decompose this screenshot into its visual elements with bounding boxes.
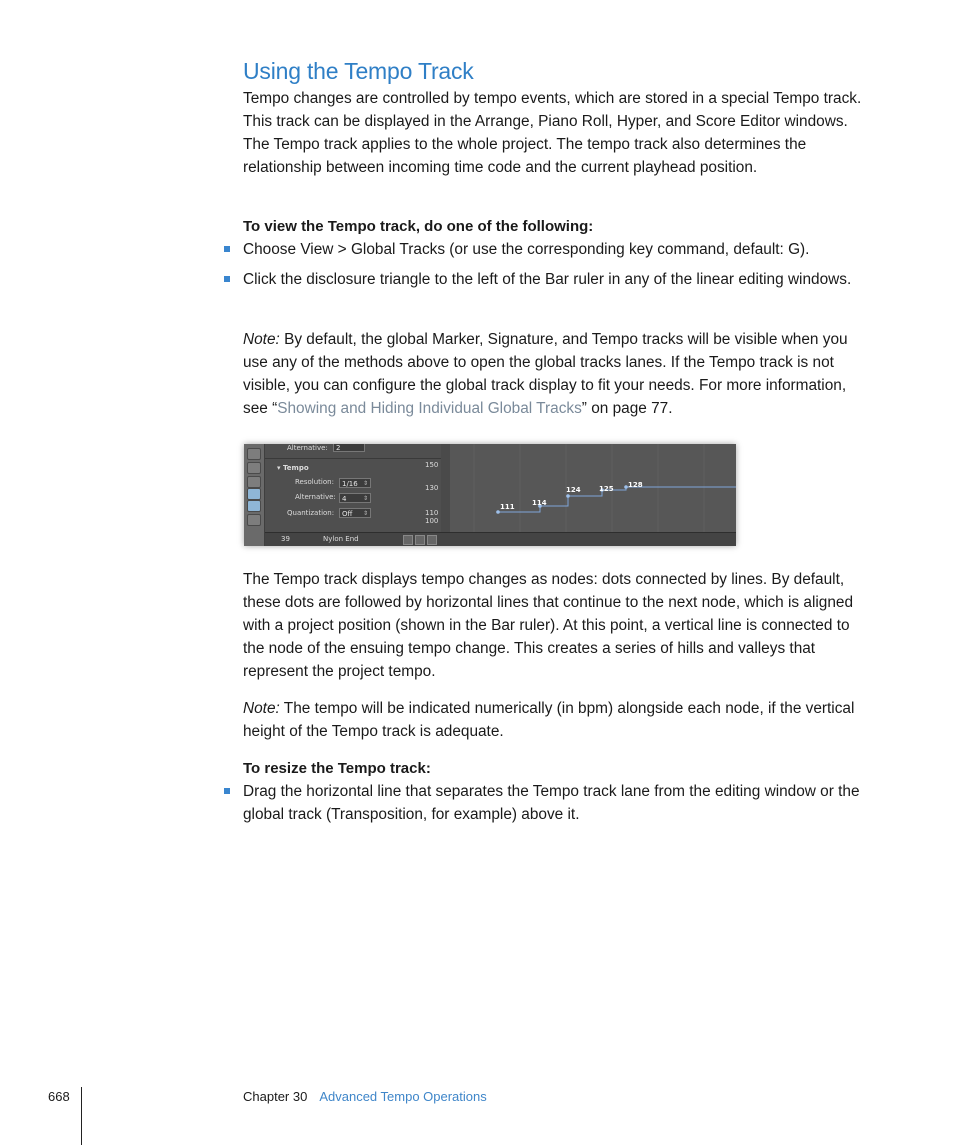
field-value: 2 (336, 444, 341, 452)
track-button[interactable] (247, 462, 261, 474)
scale-tick: 110 (425, 509, 439, 517)
global-track-buttons (244, 444, 265, 546)
track-button[interactable] (247, 500, 261, 512)
track-name: ▾ Tempo (277, 464, 309, 472)
page-title: Using the Tempo Track (243, 58, 474, 84)
field-value: 1/16 (342, 480, 358, 488)
tempo-lane (450, 444, 736, 546)
alternative-field[interactable]: 4 ⇕ (339, 493, 371, 503)
resize-heading: To resize the Tempo track: (243, 760, 431, 777)
tempo-track-screenshot (244, 444, 736, 546)
list-item-text: Drag the horizontal line that separates the Tempo track lane from the editing window or the global track (Transposition, for example) above it. (243, 783, 860, 823)
track-divider (441, 444, 450, 546)
note-paragraph (243, 697, 873, 743)
cross-reference-link[interactable]: Showing and Hiding Individual Global Tracks (277, 400, 582, 417)
track-name-text: Tempo (282, 464, 309, 472)
page-number: 668 (48, 1089, 70, 1104)
alternative-top-field[interactable] (333, 444, 365, 452)
tempo-track-header (265, 444, 442, 546)
track-button[interactable] (247, 448, 261, 460)
tempo-node-label: 128 (628, 481, 643, 489)
scale-tick: 100 (425, 517, 439, 525)
quantization-field[interactable]: Off ⇕ (339, 508, 371, 518)
track-button[interactable] (247, 476, 261, 488)
note-text-after: ” on page 77. (581, 400, 673, 417)
bullet-icon (224, 276, 230, 282)
solo-button[interactable] (415, 535, 425, 545)
track-name: Nylon End (323, 535, 359, 543)
note-label: Note: (243, 331, 280, 348)
track-button[interactable] (247, 488, 261, 500)
scale-tick: 150 (425, 461, 439, 469)
view-heading: To view the Tempo track, do one of the following: (243, 218, 594, 235)
note-text: By default, the global Marker, Signature, and Tempo tracks will be visible when you use any of the methods above to open the global tracks lanes. If the Tempo track is not visible, you can configure the global track display to fit your needs. For more information, see “ (243, 331, 848, 417)
note-paragraph (243, 328, 873, 420)
footer-divider (81, 1087, 82, 1145)
alternative-label: Alternative: (295, 493, 336, 501)
bullet-icon (224, 246, 230, 252)
scale-tick: 130 (425, 484, 439, 492)
tempo-node-label: 111 (500, 503, 515, 511)
note-label: Note: (243, 700, 280, 717)
tempo-node-label: 114 (532, 499, 547, 507)
mute-button[interactable] (403, 535, 413, 545)
record-button[interactable] (427, 535, 437, 545)
intro-paragraph: Tempo changes are controlled by tempo events, which are stored in a special Tempo track. This track can be displayed in the Arrange, Piano Roll, Hyper, and Score Editor windows. The Tempo track applies to the whole project. The tempo track also determines the relationship between incoming time code and the current playhead position. (243, 90, 862, 176)
field-value: 4 (342, 495, 347, 503)
chapter-title-link[interactable]: Advanced Tempo Operations (319, 1089, 487, 1104)
tempo-node-label: 125 (599, 485, 614, 493)
alternative-top-label: Alternative: (287, 444, 328, 452)
chapter-number: Chapter 30 (243, 1089, 308, 1104)
next-track-row (265, 532, 736, 546)
quantization-label: Quantization: (287, 509, 335, 517)
list-item-text: Choose View > Global Tracks (or use the corresponding key command, default: G). (243, 241, 810, 258)
resolution-field[interactable]: 1/16 ⇕ (339, 478, 371, 488)
resolution-label: Resolution: (295, 478, 334, 486)
bullet-icon (224, 788, 230, 794)
body-paragraph: The Tempo track displays tempo changes as nodes: dots connected by lines. By default, these dots are followed by horizontal lines that continue to the next node, which is aligned with a project position (shown in the Bar ruler). At this point, a vertical line is connected to the node of the ensuing tempo change. This creates a series of hills and valleys that represent the project tempo. (243, 571, 854, 680)
divider (265, 458, 441, 459)
footer-chapter (243, 1089, 487, 1104)
tempo-node-label: 124 (566, 486, 581, 494)
track-button[interactable] (247, 514, 261, 526)
field-value: Off (342, 510, 353, 518)
tempo-curve (450, 444, 736, 546)
note-text: The tempo will be indicated numerically (in bpm) alongside each node, if the vertical height of the Tempo track is adequate. (243, 700, 855, 740)
list-item-text: Click the disclosure triangle to the left of the Bar ruler in any of the linear editing windows. (243, 271, 852, 288)
track-number: 39 (281, 535, 290, 543)
